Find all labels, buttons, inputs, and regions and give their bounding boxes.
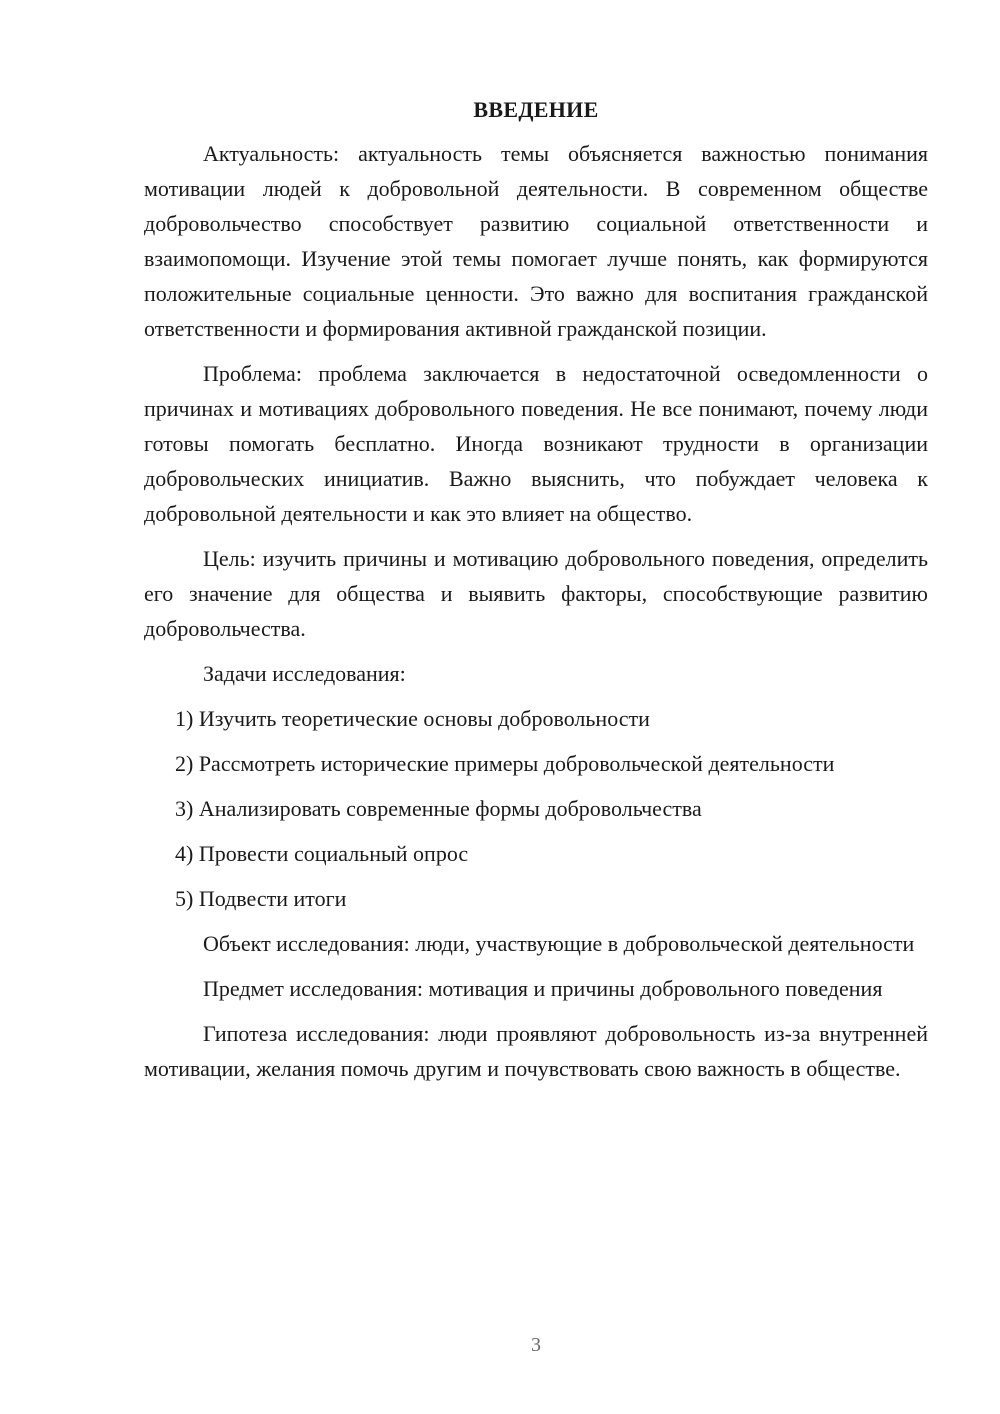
tasks-title: Задачи исследования: (203, 661, 406, 686)
task-item: 4) Провести социальный опрос (175, 841, 469, 866)
page-title: ВВЕДЕНИЕ (473, 97, 599, 122)
subject-paragraph: Предмет исследования: мотивация и причины добровольного поведения (203, 976, 883, 1001)
object-paragraph: Объект исследования: люди, участвующие в добровольческой деятельности (203, 931, 915, 956)
tasks-list (144, 701, 928, 916)
problem-paragraph: Проблема: проблема заключается в недостаточной осведомленности о причинах и мотивациях добровольного поведения. Не все понимают, почему люди готовы помогать бесплатно. Иногда возникают трудности в организации добровольческих инициатив. Важно выяснить, что побуждает человека к добровольной деятельности и как это влияет на общество. (144, 361, 928, 526)
relevance-paragraph: Актуальность: актуальность темы объясняется важностью понимания мотивации людей к добровольной деятельности. В современном обществе добровольчество способствует развитию социальной ответственности и взаимопомощи. Изучение этой темы помогает лучше понять, как формируются положительные социальные ценности. Это важно для воспитания гражданской ответственности и формирования активной гражданской позиции. (144, 141, 928, 341)
page-number: 3 (531, 1334, 541, 1356)
task-item: 2) Рассмотреть исторические примеры добровольческой деятельности (175, 751, 835, 776)
task-item: 3) Анализировать современные формы добровольчества (175, 796, 702, 821)
goal-paragraph: Цель: изучить причины и мотивацию добровольного поведения, определить его значение для общества и выявить факторы, способствующие развитию добровольчества. (144, 546, 928, 641)
task-item: 5) Подвести итоги (175, 886, 347, 911)
document-page (144, 94, 928, 1096)
hypothesis-paragraph: Гипотеза исследования: люди проявляют добровольность из-за внутренней мотивации, желания помочь другим и почувствовать свою важность в обществе. (144, 1021, 928, 1081)
task-item: 1) Изучить теоретические основы добровольности (175, 706, 650, 731)
